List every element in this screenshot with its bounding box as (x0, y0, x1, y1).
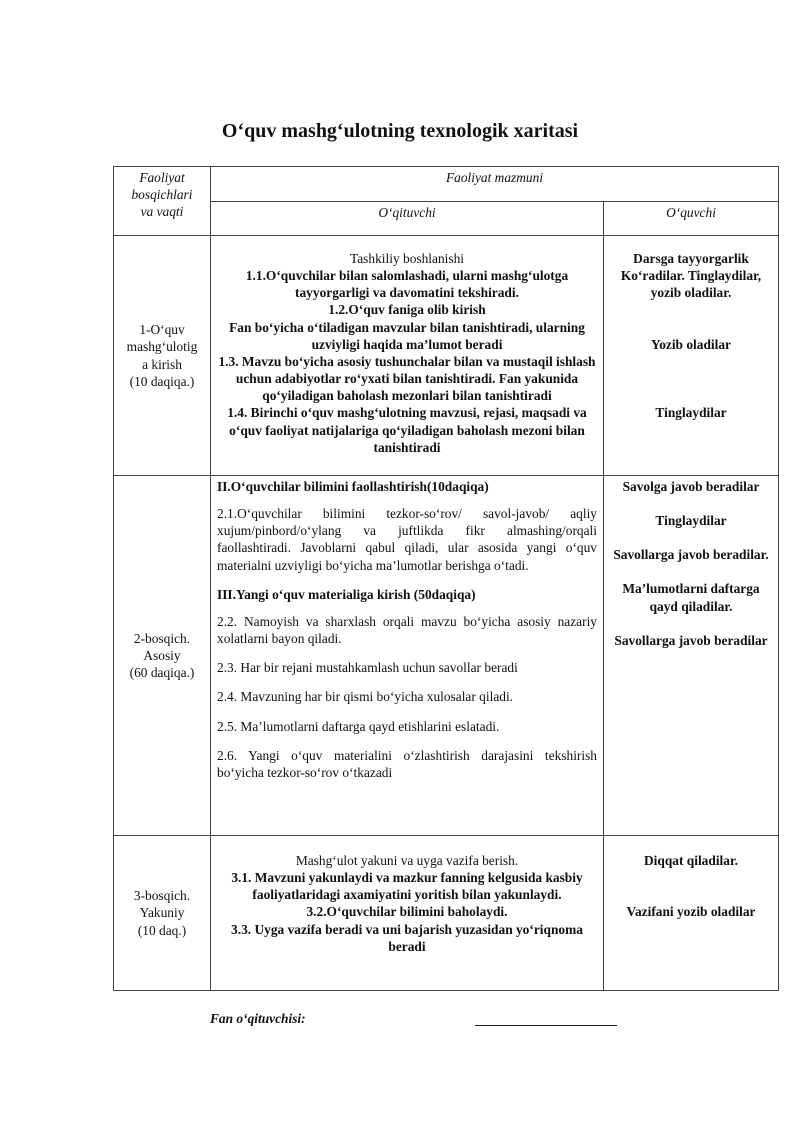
pupil-line: Savollarga javob beradilar (614, 632, 768, 648)
teacher-line: 3.3. Uyga vazifa beradi va uni bajarish yuzasidan yo‘riqnoma beradi (231, 921, 583, 954)
stage-line: 1-O‘quv (139, 322, 185, 338)
stage-line: Asosiy (143, 647, 181, 663)
stage-cell (114, 236, 211, 476)
table-row (114, 836, 779, 991)
pupil-cell (604, 476, 779, 836)
teacher-line: 2.4. Mavzuning har bir qismi bo‘yicha xulosalar qiladi. (217, 689, 514, 705)
header-stage-line: Faoliyat (139, 170, 185, 185)
table-row (114, 236, 779, 476)
stage-line: (10 daq.) (137, 922, 187, 938)
teacher-line: 1.3. Mavzu bo‘yicha asosiy tushunchalar bilan va mustaqil ishlash uchun adabiyotlar ro‘yxati bilan tanishtiradi. Fan yakunida qo‘yiladigan baholash mezonlari bilan tanishtiradi (218, 353, 596, 404)
teacher-line: Tashkiliy boshlanishi (350, 251, 464, 266)
teacher-line: 3.2.O‘quvchilar bilimini baholaydi. (306, 904, 508, 920)
pupil-line: Savolga javob beradilar (622, 479, 760, 494)
pupil-line: Tinglaydilar (655, 513, 727, 529)
pupil-line: Diqqat qiladilar. (644, 853, 739, 868)
pupil-cell (604, 236, 779, 476)
teacher-line: 3.1. Mavzuni yakunlaydi va mazkur fanning kelgusida kasbiy faoliyatlaridagi axamiyatini yoritish bilan yakunlaydi. (231, 870, 583, 903)
stage-line: Yakuniy (139, 905, 185, 921)
stage-line: 2-bosqich. (133, 630, 191, 646)
teacher-line: 2.1.O‘quvchilar bilimini tezkor-so‘rov/ savol-javob/ aqliy xujum/pinbord/o‘ylang va juftlikda fikr almashing/orqali faollashtiradi. Javoblarni qabul qiladi, ular asosida yangi o‘quv materialni uzviyligi bo‘yicha ma’lumotlar berishga o‘tadi. (217, 506, 597, 573)
pupil-line: Tinglaydilar (655, 404, 727, 420)
teacher-line: 2.5. Ma’lumotlarni daftarga qayd etishlarini eslatadi. (217, 718, 500, 734)
header-stage-line: bosqichlari (131, 187, 193, 203)
teacher-line: Mashg‘ulot yakuni va uyga vazifa berish. (295, 853, 519, 868)
signature-line (475, 1025, 617, 1026)
pupil-line: Savollarga javob beradilar. (613, 547, 769, 563)
pupil-line: Yozib oladilar (651, 337, 731, 353)
teacher-cell (211, 836, 604, 991)
stage-line: (60 daqiqa.) (129, 665, 195, 681)
teacher-line: III.Yangi o‘quv materialiga kirish (50daqiqa) (217, 586, 476, 602)
header-teacher: O‘qituvchi (211, 202, 604, 236)
teacher-cell (211, 236, 604, 476)
pupil-line: Darsga tayyorgarlik Ko‘radilar. Tinglaydilar, yozib oladilar. (620, 251, 762, 301)
teacher-line: 1.4. Birinchi o‘quv mashg‘ulotning mavzusi, rejasi, maqsadi va o‘quv faoliyat natijalariga qo‘yiladigan baholash mezoni bilan tanishtiradi (227, 405, 587, 455)
pupil-line: Vazifani yozib oladilar (626, 904, 756, 920)
stage-cell (114, 476, 211, 836)
pupil-line: Ma’lumotlarni daftarga qayd qiladilar. (622, 581, 760, 614)
teacher-line: 1.2.O‘quv faniga olib kirish (328, 302, 486, 318)
stage-line: mashg‘ulotig (126, 339, 198, 355)
teacher-line: 2.6. Yangi o‘quv materialini o‘zlashtirish darajasini tekshirish bo‘yicha tezkor-so‘rov o‘tkazadi (217, 747, 597, 780)
header-content: Faoliyat mazmuni (211, 167, 779, 202)
page-title: O‘quv mashg‘ulotning texnologik xaritasi (221, 120, 579, 142)
teacher-line: 2.2. Namoyish va sharxlash orqali mavzu bo‘yicha asosiy nazariy xolatlarni bayon qiladi. (217, 613, 597, 647)
teacher-signature-label: Fan o‘qituvchisi: (210, 1011, 306, 1026)
teacher-line: 1.1.O‘quvchilar bilan salomlashadi, ularni mashg‘ulotga tayyorgarligi va davomatini tekshiradi. (245, 268, 569, 301)
table-row (114, 476, 779, 836)
stage-line: a kirish (142, 356, 182, 372)
technology-map-table (113, 166, 779, 991)
teacher-line: II.O‘quvchilar bilimini faollashtirish(10daqiqa) (217, 479, 489, 494)
teacher-line: Fan bo‘yicha o‘tiladigan mavzular bilan tanishtiradi, ularning uzviyligi haqida ma’lumot beradi (229, 319, 585, 352)
pupil-cell (604, 836, 779, 991)
teacher-line: 2.3. Har bir rejani mustahkamlash uchun savollar beradi (217, 660, 518, 676)
header-stage-cell (114, 167, 211, 236)
teacher-cell (211, 476, 604, 836)
stage-cell (114, 836, 211, 991)
header-pupil: O‘quvchi (604, 202, 779, 236)
header-stage-line: va vaqti (140, 204, 184, 220)
stage-line: 3-bosqich. (133, 888, 191, 904)
stage-line: (10 daqiqa.) (129, 373, 195, 389)
